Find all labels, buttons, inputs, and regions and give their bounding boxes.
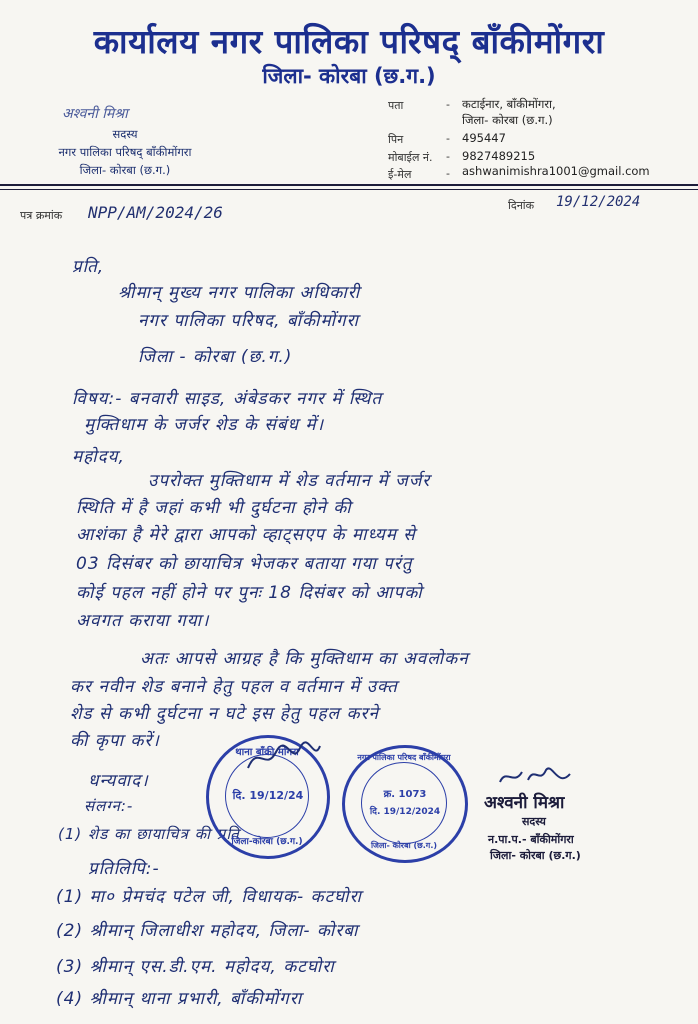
prati-label: प्रति, xyxy=(72,257,105,277)
to-line-1: श्रीमान् मुख्य नगर पालिका अधिकारी xyxy=(118,283,361,303)
seal-org: न.पा.प.- बाँकीमोंगरा xyxy=(488,833,574,846)
body-line-3: आशंका है मेरे द्वारा आपको व्हाट्सएप के माध्यम से xyxy=(76,525,416,545)
pin-value: 495447 xyxy=(462,131,506,145)
address-label: पता xyxy=(388,99,404,112)
council-stamp xyxy=(342,745,468,863)
thanks: धन्यवाद। xyxy=(88,771,149,791)
letterhead-title: कार्यालय नगर पालिका परिषद् बाँकीमोंगरा xyxy=(93,22,605,61)
subject-line-1: विषय:- बनवारी साइड, अंबेडकर नगर में स्थित xyxy=(72,389,383,409)
pin-label: पिन xyxy=(388,133,404,146)
address-dash: - xyxy=(446,98,450,111)
copy-label: प्रतिलिपि:- xyxy=(88,859,160,879)
ref-number: NPP/AM/2024/26 xyxy=(88,203,223,222)
mobile-value: 9827489215 xyxy=(462,149,536,163)
sender-name: अश्वनी मिश्रा xyxy=(62,106,128,122)
address-line2: जिला- कोरबा (छ.ग.) xyxy=(462,113,553,127)
copy-item-2: (2) श्रीमान् जिलाधीश महोदय, जिला- कोरबा xyxy=(56,921,359,941)
body-line-4: 03 दिसंबर को छायाचित्र भेजकर बताया गया परंतु xyxy=(76,554,413,574)
email-label: ई-मेल xyxy=(388,168,412,181)
body-line-10: की कृपा करें। xyxy=(70,731,160,751)
copy-item-1: (1) मा० प्रेमचंद पटेल जी, विधायक- कटघोरा xyxy=(56,887,362,907)
council-stamp-bottom-text: जिला- कोरबा (छ.ग.) xyxy=(370,841,438,850)
police-stamp-top-text: थाना बाँकी मोंगरा xyxy=(235,747,299,758)
to-line-3: जिला - कोरबा (छ.ग.) xyxy=(138,347,293,367)
pin-dash: - xyxy=(446,132,450,145)
enclosure-label: संलग्न:- xyxy=(84,797,134,815)
copy-item-3: (3) श्रीमान् एस.डी.एम. महोदय, कटघोरा xyxy=(56,957,335,977)
mobile-dash: - xyxy=(446,150,450,163)
address-line1: कटाईनार, बाँकीमोंगरा, xyxy=(462,97,556,111)
body-line-7: अतः आपसे आग्रह है कि मुक्तिधाम का अवलोकन xyxy=(140,649,469,669)
date-label: दिनांक xyxy=(508,199,535,212)
letterhead-district: जिला- कोरबा (छ.ग.) xyxy=(262,64,436,88)
body-line-6: अवगत कराया गया। xyxy=(76,611,210,631)
mobile-label: मोबाईल नं. xyxy=(388,151,433,164)
sender-district: जिला- कोरबा (छ.ग.) xyxy=(79,163,171,177)
date-value: 19/12/2024 xyxy=(556,194,641,210)
body-line-9: शेड से कभी दुर्घटना न घटे इस हेतु पहल करने xyxy=(70,704,379,724)
header-rule-thin xyxy=(0,189,698,190)
header-rule xyxy=(0,184,698,186)
ref-label: पत्र क्रमांक xyxy=(20,209,63,222)
sender-org: नगर पालिका परिषद् बाँकीमोंगरा xyxy=(58,145,192,159)
seal-district: जिला- कोरबा (छ.ग.) xyxy=(490,849,581,862)
copy-item-4: (4) श्रीमान् थाना प्रभारी, बाँकीमोंगरा xyxy=(56,989,303,1009)
body-line-2: स्थिति में है जहां कभी भी दुर्घटना होने की xyxy=(76,498,352,518)
body-line-5: कोई पहल नहीं होने पर पुनः 18 दिसंबर को आपको xyxy=(76,583,423,603)
council-stamp-date: दि. 19/12/2024 xyxy=(369,807,441,817)
body-line-8: कर नवीन शेड बनाने हेतु पहल व वर्तमान में उक्त xyxy=(70,677,398,697)
sender-designation: सदस्य xyxy=(112,127,138,141)
email-dash: - xyxy=(446,167,450,180)
seal-designation: सदस्य xyxy=(522,815,546,828)
council-stamp-number: क्र. 1073 xyxy=(383,789,427,800)
email-value: ashwanimishra1001@gmail.com xyxy=(462,164,650,178)
police-stamp-date: दि. 19/12/24 xyxy=(232,789,304,802)
seal-name: अश्वनी मिश्रा xyxy=(484,793,565,813)
to-line-2: नगर पालिका परिषद, बाँकीमोंगरा xyxy=(138,311,359,331)
enclosure-item-1: (1) शेड का छायाचित्र की प्रति xyxy=(58,825,240,843)
council-stamp-ring-text: नगर पालिका परिषद बाँकीमोंगरा xyxy=(357,753,451,762)
police-signature xyxy=(244,738,324,778)
body-line-1: उपरोक्त मुक्तिधाम में शेड वर्तमान में जर्जर xyxy=(148,471,431,491)
sender-signature xyxy=(494,758,584,794)
salutation: महोदय, xyxy=(72,447,125,467)
subject-line-2: मुक्तिधाम के जर्जर शेड के संबंध में। xyxy=(84,415,325,435)
police-stamp-bottom-text: जिला-कोरबा (छ.ग.) xyxy=(231,837,303,847)
